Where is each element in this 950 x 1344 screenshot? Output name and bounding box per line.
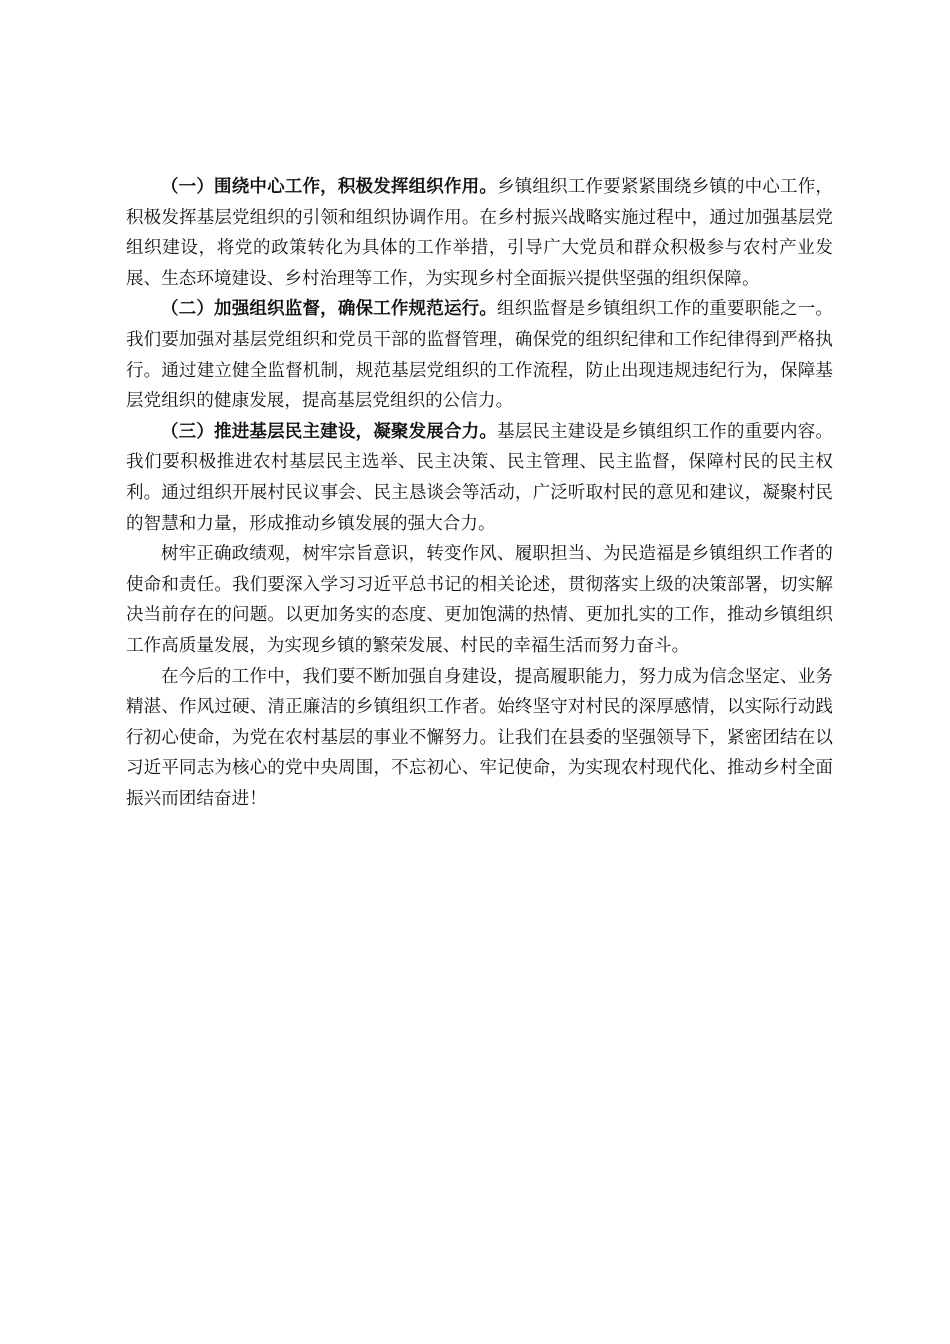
document-body <box>126 172 833 814</box>
paragraph-3 <box>126 417 833 539</box>
paragraph-5 <box>126 662 833 815</box>
section-heading-3: （三）推进基层民主建设，凝聚发展合力。 <box>161 421 498 442</box>
paragraph-4 <box>126 539 833 661</box>
section-heading-2: （二）加强组织监督，确保工作规范运行。 <box>161 299 498 320</box>
section-heading-1: （一）围绕中心工作，积极发挥组织作用。 <box>161 177 498 197</box>
paragraph-text-4: 树牢正确政绩观，树牢宗旨意识，转变作风、履职担当、为民造福是乡镇组织工作者的使命和责任。我们要深入学习习近平总书记的相关论述，贯彻落实上级的决策部署，切实解决当前存在的问题。以更加务实的态度、更加饱满的热情、更加扎实的工作，推动乡镇组织工作高质量发展，为实现乡镇的繁荣发展、村民的幸福生活而努力奋斗。 <box>126 544 833 656</box>
paragraph-text-5: 在今后的工作中，我们要不断加强自身建设，提高履职能力，努力成为信念坚定、业务精湛、作风过硬、清正廉洁的乡镇组织工作者。始终坚守对村民的深厚感情，以实际行动践行初心使命，为党在农村基层的事业不懈努力。让我们在县委的坚强领导下，紧密团结在以习近平同志为核心的党中央周围，不忘初心、牢记使命，为实现农村现代化、推动乡村全面振兴而团结奋进！ <box>126 666 833 809</box>
paragraph-1 <box>126 172 833 294</box>
paragraph-text-3: 基层民主建设是乡镇组织工作的重要内容。我们要积极推进农村基层民主选举、民主决策、民主管理、民主监督，保障村民的民主权利。通过组织开展村民议事会、民主恳谈会等活动，广泛听取村民的意见和建议，凝聚村民的智慧和力量，形成推动乡镇发展的强大合力。 <box>126 421 833 534</box>
paragraph-2 <box>126 294 833 416</box>
paragraph-text-2: 组织监督是乡镇组织工作的重要职能之一。我们要加强对基层党组织和党员干部的监督管理，确保党的组织纪律和工作纪律得到严格执行。通过建立健全监督机制，规范基层党组织的工作流程，防止出现违规违纪行为，保障基层党组织的健康发展，提高基层党组织的公信力。 <box>126 299 833 412</box>
paragraph-text-1: 乡镇组织工作要紧紧围绕乡镇的中心工作，积极发挥基层党组织的引领和组织协调作用。在乡村振兴战略实施过程中，通过加强基层党组织建设，将党的政策转化为具体的工作举措，引导广大党员和群众积极参与农村产业发展、生态环境建设、乡村治理等工作，为实现乡村全面振兴提供坚强的组织保障。 <box>126 177 833 289</box>
